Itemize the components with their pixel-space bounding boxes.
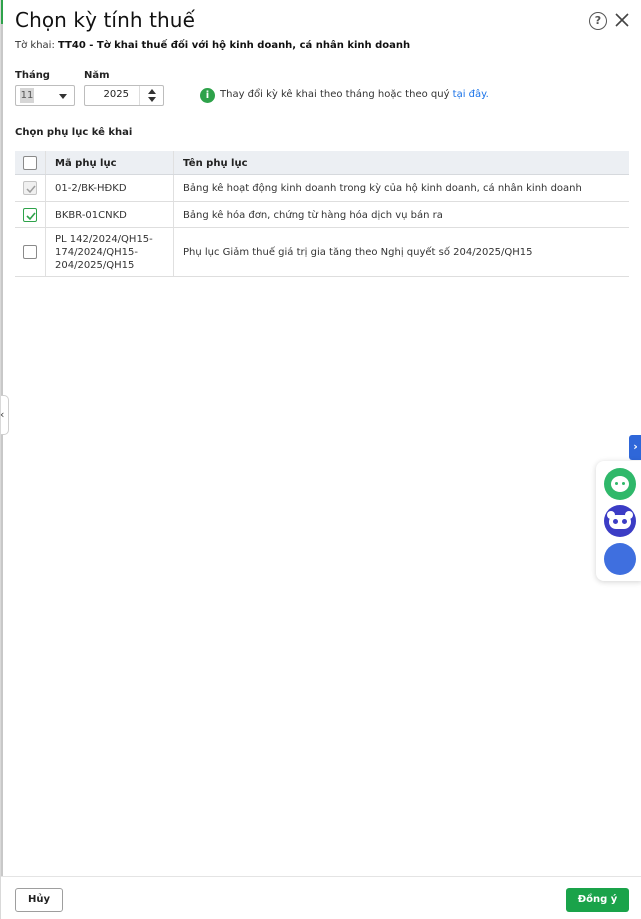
row-checkbox[interactable]: [23, 208, 37, 222]
form-subtitle: [15, 40, 410, 51]
appendix-name: Phụ lục Giảm thuế giá trị gia tăng theo Nghị quyết số 204/2025/QH15: [183, 247, 533, 258]
assistant-panel: [596, 461, 641, 581]
dialog-footer: [1, 876, 641, 919]
month-label: Tháng: [15, 70, 50, 81]
table-header: [15, 151, 629, 175]
cancel-button[interactable]: Hủy: [15, 888, 63, 912]
subtitle-prefix: Tờ khai:: [15, 40, 58, 51]
chevron-down-icon: [59, 94, 67, 99]
year-label: Năm: [84, 70, 110, 81]
period-info-text: [220, 89, 489, 100]
appendix-code: BKBR-01CNKD: [55, 210, 127, 221]
eye: [615, 482, 618, 485]
column-divider: [173, 228, 174, 276]
eye: [622, 482, 625, 485]
dialog-title: Chọn kỳ tính thuế: [15, 8, 195, 32]
chevron-right-icon[interactable]: ›: [629, 435, 641, 460]
eye: [613, 519, 618, 524]
appendix-code-line: 174/2024/QH15-: [55, 247, 138, 258]
eye: [622, 519, 627, 524]
month-select[interactable]: [15, 85, 75, 106]
appendix-code-line: PL 142/2024/QH15-: [55, 234, 153, 245]
column-divider: [173, 202, 174, 227]
column-divider: [173, 151, 174, 174]
column-divider: [173, 175, 174, 201]
month-value: 11: [20, 90, 34, 101]
support-icon[interactable]: [604, 543, 636, 575]
appendix-code-line: 204/2025/QH15: [55, 260, 135, 271]
table-row[interactable]: [15, 228, 629, 277]
spin-up-icon[interactable]: [148, 89, 156, 94]
column-divider: [45, 151, 46, 174]
assistant-icon[interactable]: [604, 505, 636, 537]
year-spinner[interactable]: [139, 86, 163, 105]
appendix-section-title: Chọn phụ lục kê khai: [15, 127, 133, 138]
appendix-code: [55, 233, 153, 272]
chatbot-icon[interactable]: [604, 468, 636, 500]
assistant-face: [609, 515, 631, 529]
column-header-name: Tên phụ lục: [183, 158, 248, 169]
help-icon[interactable]: ?: [589, 12, 607, 30]
column-header-code: Mã phụ lục: [55, 158, 117, 169]
info-icon: i: [200, 88, 215, 103]
appendix-name: Bảng kê hoạt động kinh doanh trong kỳ của hộ kinh doanh, cá nhân kinh doanh: [183, 183, 582, 194]
checkmark-icon: [25, 210, 37, 222]
year-input[interactable]: [84, 85, 164, 106]
row-checkbox-disabled: [23, 181, 37, 195]
chatbot-face: [611, 476, 629, 492]
column-divider: [45, 228, 46, 276]
left-border: [1, 0, 3, 919]
change-period-link[interactable]: tại đây.: [452, 89, 489, 100]
checkmark-icon: [25, 183, 37, 195]
form-name: TT40 - Tờ khai thuế đối với hộ kinh doanh, cá nhân kinh doanh: [58, 40, 411, 51]
column-divider: [45, 175, 46, 201]
select-all-checkbox[interactable]: [23, 156, 37, 170]
left-accent: [1, 0, 3, 24]
chevron-left-icon: ‹: [0, 408, 5, 421]
info-message: Thay đổi kỳ kê khai theo tháng hoặc theo quý: [220, 89, 453, 100]
confirm-button[interactable]: Đồng ý: [566, 888, 629, 912]
column-divider: [45, 202, 46, 227]
year-value: 2025: [103, 89, 129, 100]
close-icon[interactable]: [613, 11, 631, 29]
spin-down-icon[interactable]: [148, 97, 156, 102]
appendix-name: Bảng kê hóa đơn, chứng từ hàng hóa dịch vụ bán ra: [183, 210, 443, 221]
table-row[interactable]: [15, 175, 629, 202]
row-checkbox[interactable]: [23, 245, 37, 259]
collapse-handle[interactable]: [1, 395, 9, 435]
appendix-code: 01-2/BK-HĐKD: [55, 183, 127, 194]
table-row[interactable]: [15, 202, 629, 228]
